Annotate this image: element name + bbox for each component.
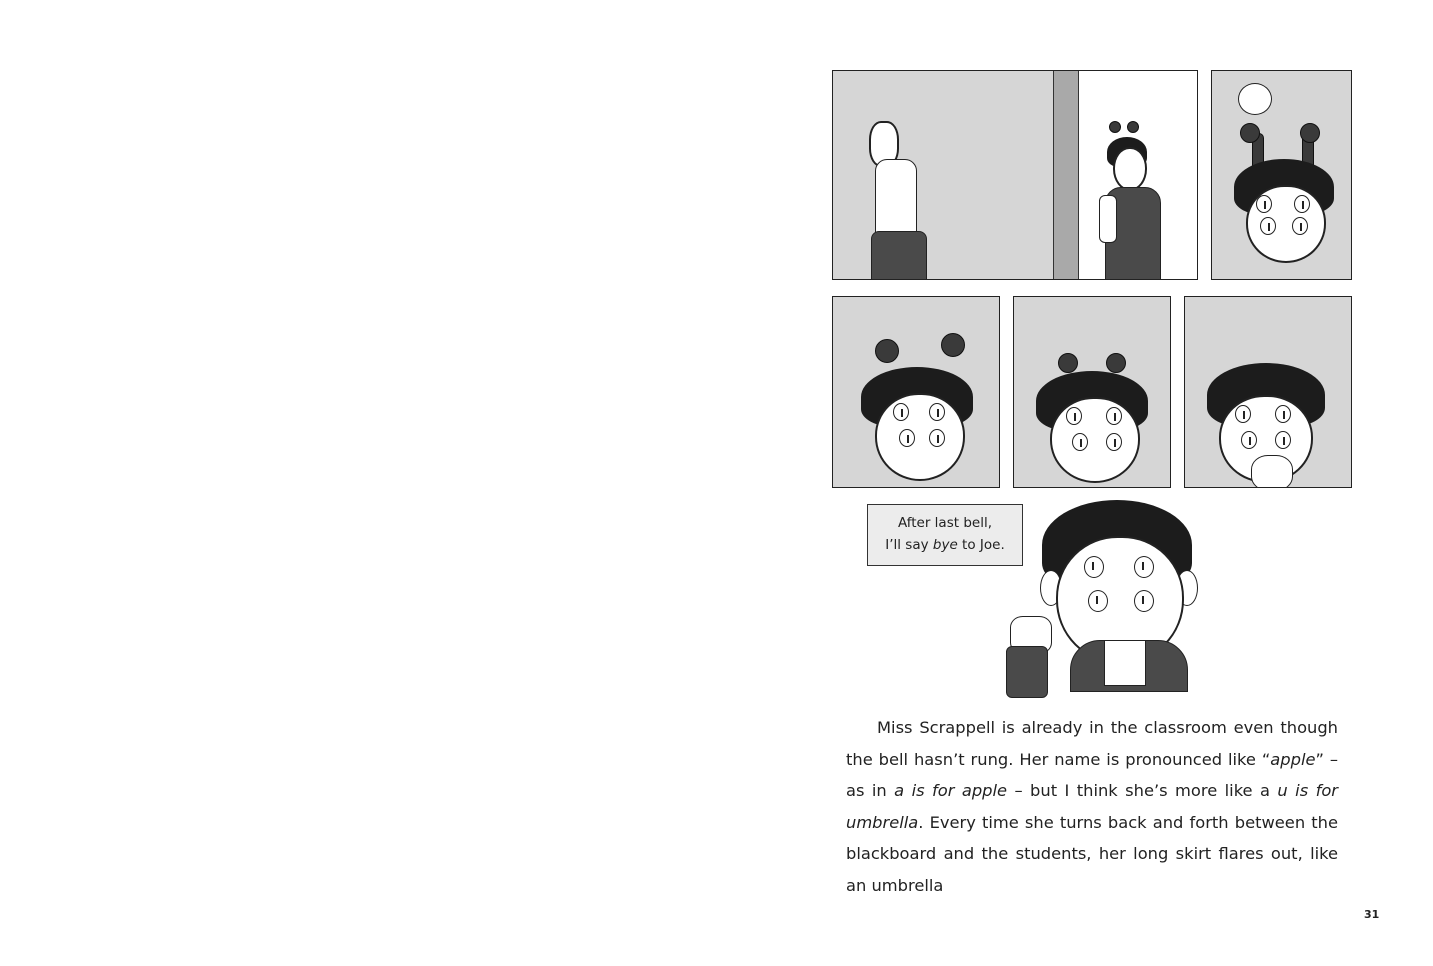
caption-line: After last bell, bbox=[897, 515, 992, 532]
empty-speech-bubble bbox=[1238, 83, 1272, 115]
text-emphasis: u is for umbrella bbox=[846, 781, 1338, 832]
text-run: . Every time she turns back and forth between the blackboard and the students, her long skirt flares out, like an umbrella bbox=[846, 812, 1338, 895]
caption-text: to Joe. bbox=[957, 537, 1005, 553]
alien-kid-head bbox=[1113, 147, 1147, 191]
alien-kid-head bbox=[875, 393, 965, 481]
text-emphasis: apple bbox=[1270, 749, 1316, 769]
panel-dizzy-face-3 bbox=[1184, 296, 1352, 488]
panel-hallway-walk bbox=[832, 70, 1198, 280]
text-run: – but I think she’s more like a bbox=[1007, 781, 1278, 800]
body-text bbox=[846, 712, 1338, 901]
panel-surprised-face bbox=[1211, 70, 1352, 280]
page-number-right: 31 bbox=[1364, 908, 1380, 921]
caption-text: I’ll say bbox=[885, 537, 933, 553]
panel-dizzy-face-2 bbox=[1013, 296, 1171, 488]
panel-determined-face bbox=[1000, 490, 1200, 700]
text-run: Miss Scrappell is already in the classroom even though the bell hasn’t rung. Her name is pronounced like “ bbox=[846, 718, 1338, 769]
alien-kid-head bbox=[1050, 397, 1140, 483]
text-emphasis: a is for apple bbox=[894, 781, 1008, 800]
paragraph bbox=[846, 712, 1338, 901]
panel-dizzy-face-1 bbox=[832, 296, 1000, 488]
caption-emphasis: bye bbox=[932, 537, 958, 553]
caption-line bbox=[885, 535, 1005, 557]
text-run: ” – as in bbox=[846, 749, 1338, 800]
